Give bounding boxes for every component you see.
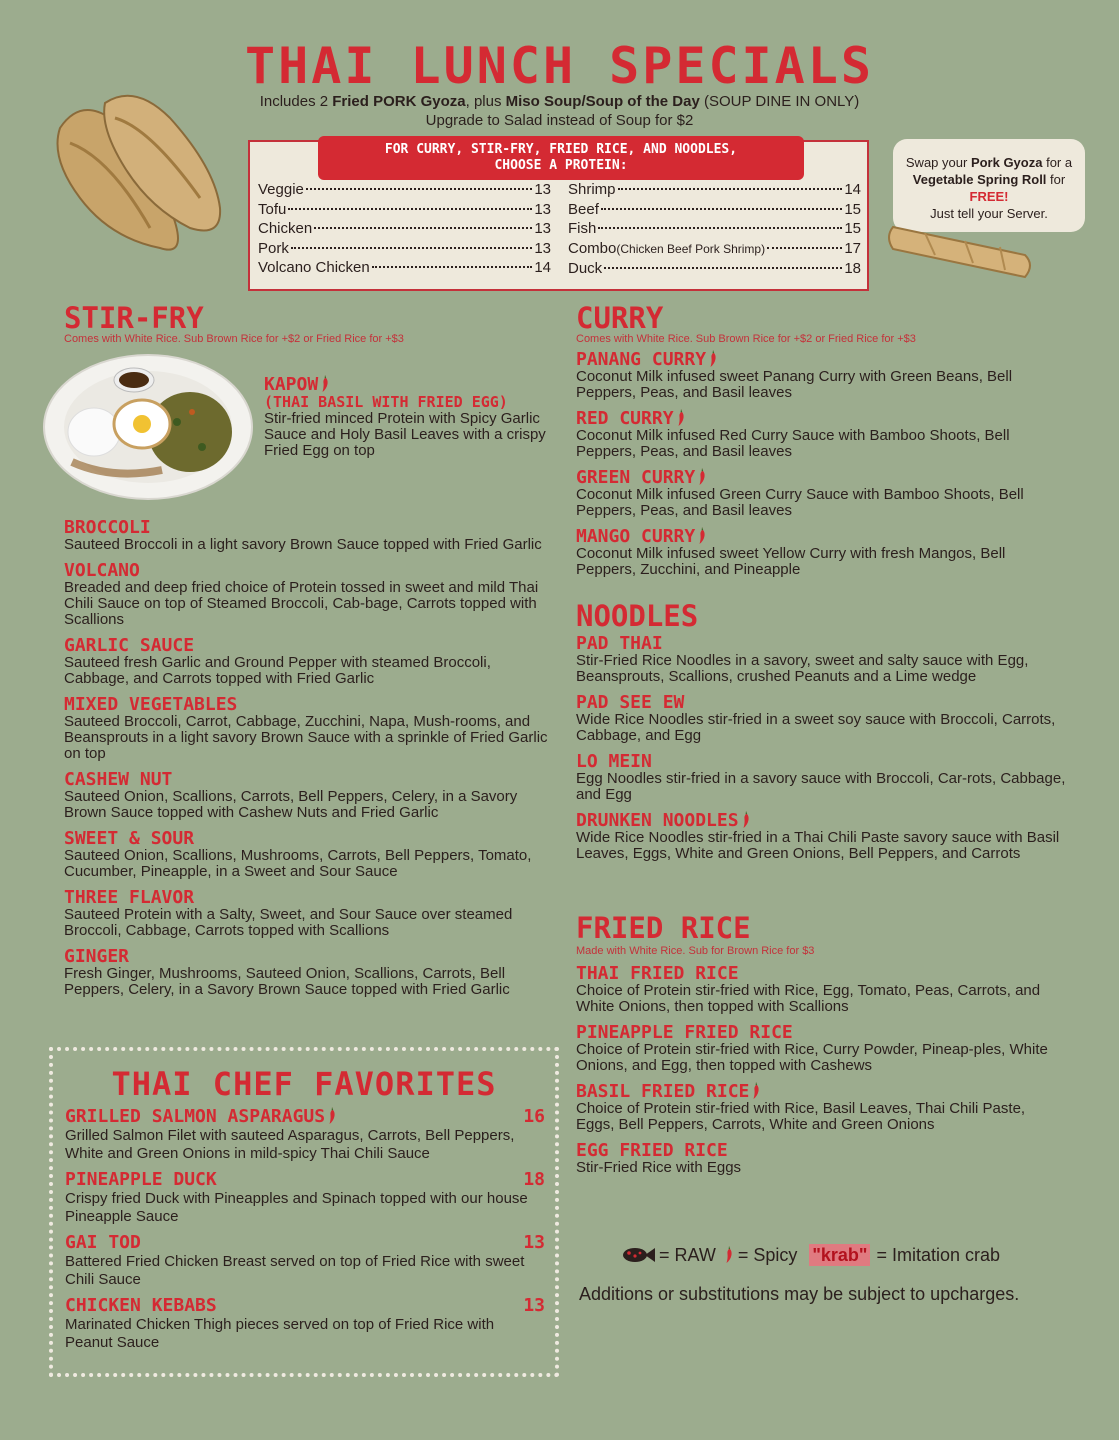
fish-icon (622, 1246, 656, 1264)
item-price: 13 (523, 1232, 545, 1253)
item-desc: Stir-Fried Rice with Eggs (576, 1159, 742, 1176)
item-desc: Choice of Protein stir-fried with Rice, Curry Powder, Pineap-ples, White Onions, and Egg, then topped with Cashews (576, 1041, 1048, 1074)
menu-item-garlic-sauce (64, 636, 549, 687)
item-name: CHICKEN KEBABS (65, 1295, 217, 1316)
protein-price: 13 (534, 220, 551, 237)
protein-name: Veggie (258, 181, 304, 198)
item-name: GRILLED SALMON ASPARAGUS (65, 1106, 326, 1127)
item-name: CASHEW NUT (64, 769, 173, 790)
leader-dots (288, 208, 532, 210)
leader-dots (618, 188, 843, 190)
item-price: 13 (523, 1295, 545, 1316)
menu-item-pineapple-fried-rice (576, 1023, 1066, 1074)
legend-imitation: = Imitation crab (876, 1245, 1001, 1265)
item-name: LO MEIN (576, 751, 652, 772)
friedrice-list (576, 964, 1066, 1184)
chili-icon (724, 1244, 734, 1266)
item-desc: Wide Rice Noodles stir-fried in a Thai Chili Paste savory sauce with Basil Leaves, Eggs, White and Green Onions, Bell Peppers, and Carrots (576, 829, 1060, 862)
item-name: GINGER (64, 946, 130, 967)
item-name: RED CURRY (576, 408, 674, 429)
protein-row-combo (568, 239, 861, 260)
stirfry-note: Comes with White Rice. Sub Brown Rice for +$2 or Fried Rice for +$3 (64, 333, 404, 345)
protein-sub: (Chicken Beef Pork Shrimp) (616, 241, 766, 256)
swap-note: Swap your Pork Gyoza for a Vegetable Spring Roll for FREE! Just tell your Server. (893, 139, 1085, 232)
leader-dots (598, 227, 842, 229)
item-desc: Sauteed Onion, Scallions, Mushrooms, Carrots, Bell Peppers, Tomato, Cucumber, Pineapple, in a Sweet and Sour Sauce (64, 847, 532, 880)
item-desc: Battered Fried Chicken Breast served on top of Fried Rice with sweet Chili Sauce (65, 1253, 525, 1288)
menu-item-mango-curry (576, 527, 1066, 578)
item-desc: Choice of Protein stir-fried with Rice, Basil Leaves, Thai Chili Paste, Eggs, Bell Peppers, Carrots, White and Green Onions (576, 1100, 1026, 1133)
favorites-title: THAI CHEF FAVORITES (111, 1065, 497, 1103)
protein-banner (318, 136, 804, 180)
banner-line: CHOOSE A PROTEIN: (494, 158, 628, 173)
menu-item-sweet-sour (64, 829, 549, 880)
legend (622, 1244, 1000, 1266)
favorite-item-chicken-kebabs (65, 1295, 545, 1352)
menu-item-ginger (64, 947, 549, 998)
item-desc: Coconut Milk infused sweet Panang Curry with Green Beans, Bell Peppers, Peas, and Basil leaves (576, 368, 1013, 401)
menu-item-pad-see-ew (576, 693, 1066, 744)
protein-price: 13 (534, 239, 551, 257)
item-desc: Sauteed Onion, Scallions, Carrots, Bell Peppers, Celery, in a Savory Brown Sauce topped with Cashew Nuts and Fried Garlic (64, 788, 518, 821)
menu-item-cashew-nut (64, 770, 549, 821)
item-name: BROCCOLI (64, 517, 151, 538)
item-name: PAD SEE EW (576, 692, 685, 713)
menu-item-drunken-noodles (576, 811, 1066, 862)
item-desc: Fresh Ginger, Mushrooms, Sauteed Onion, Scallions, Carrots, Bell Peppers, Celery, in a Savory Brown Sauce topped with Fried Garlic (64, 965, 510, 998)
protein-price: 14 (534, 259, 551, 276)
menu-item-volcano (64, 561, 549, 628)
protein-price: 14 (844, 181, 861, 198)
menu-item-red-curry (576, 409, 1066, 460)
chili-icon (698, 468, 706, 485)
item-name: PINEAPPLE DUCK (65, 1169, 217, 1190)
banner-line: FOR CURRY, STIR-FRY, FRIED RICE, AND NOODLES, (384, 142, 738, 157)
item-name: VOLCANO (64, 560, 140, 581)
item-name: PAD THAI (576, 633, 663, 654)
item-desc: Choice of Protein stir-fried with Rice, Egg, Tomato, Peas, Carrots, and White Onions, then topped with Scallions (576, 982, 1041, 1015)
friedrice-note: Made with White Rice. Sub for Brown Rice for $3 (576, 945, 815, 957)
spring-roll-image (885, 215, 1037, 285)
item-desc: Sauteed fresh Garlic and Ground Pepper with steamed Broccoli, Cabbage, and Carrots topped with Fried Garlic (64, 654, 491, 687)
item-name: GAI TOD (65, 1232, 141, 1253)
item-desc: Coconut Milk infused Red Curry Sauce with Bamboo Shoots, Bell Peppers, Peas, and Basil leaves (576, 427, 1010, 460)
leader-dots (314, 227, 532, 229)
curry-list (576, 350, 1066, 586)
menu-item-kapow: KAPOW (THAI BASIL WITH FRIED EGG) Stir-fried minced Protein with Spicy Garlic Sauce and Holy Basil Leaves with a crispy Fried Egg on top (264, 374, 546, 459)
protein-name: Tofu (258, 200, 287, 218)
item-desc: Coconut Milk infused sweet Yellow Curry with fresh Mangos, Bell Peppers, Zucchini, and Pineapple (576, 545, 1006, 578)
protein-price: 17 (844, 239, 861, 257)
chili-icon (328, 1107, 336, 1124)
item-desc: Stir-Fried Rice Noodles in a savory, sweet and salty sauce with Egg, Beansprouts, Scallions, crushed Peanuts and a Lime wedge (576, 652, 1029, 685)
legend-krab: "krab" (809, 1244, 870, 1266)
item-desc: Egg Noodles stir-fried in a savory sauce with Broccoli, Car-rots, Cabbage, and Egg (576, 770, 1066, 803)
gyoza-image (40, 88, 230, 260)
leader-dots (767, 247, 842, 249)
item-name: GREEN CURRY (576, 467, 696, 488)
protein-row-fish (568, 219, 861, 239)
item-price: 16 (523, 1106, 545, 1127)
friedrice-title: FRIED RICE (576, 911, 751, 945)
menu-item-pad-thai (576, 634, 1066, 685)
item-name: DRUNKEN NOODLES (576, 810, 739, 831)
protein-row-shrimp (568, 180, 861, 200)
protein-list-left (258, 180, 551, 278)
chili-icon (742, 811, 750, 828)
item-desc: Sauteed Broccoli in a light savory Brown Sauce topped with Fried Garlic (64, 536, 542, 553)
item-name: GARLIC SAUCE (64, 635, 195, 656)
protein-name: Duck (568, 260, 603, 277)
protein-price: 13 (534, 200, 551, 218)
protein-price: 15 (844, 200, 861, 218)
item-name: MIXED VEGETABLES (64, 694, 238, 715)
item-price: 18 (523, 1169, 545, 1190)
curry-title: CURRY (576, 301, 664, 335)
protein-row-volcano-chicken (258, 258, 551, 278)
protein-name: Chicken (258, 220, 313, 237)
protein-name: Combo (568, 239, 617, 257)
item-name: PINEAPPLE FRIED RICE (576, 1022, 793, 1043)
item-desc: Sauteed Protein with a Salty, Sweet, and Sour Sauce over steamed Broccoli, Cabbage, Carrots topped with Scallions (64, 906, 513, 939)
item-name: BASIL FRIED RICE (576, 1081, 750, 1102)
favorite-item-pineapple-duck (65, 1169, 545, 1226)
chili-icon (698, 527, 706, 544)
item-desc: Sauteed Broccoli, Carrot, Cabbage, Zucchini, Napa, Mush-rooms, and Beansprouts in a light savory Brown Sauce with a sprinkle of Fried Garlic on top (64, 713, 548, 762)
protein-price: 18 (844, 260, 861, 277)
protein-row-duck (568, 259, 861, 279)
legend-spicy: = Spicy (737, 1245, 798, 1265)
curry-note: Comes with White Rice. Sub Brown Rice for +$2 or Fried Rice for +$3 (576, 333, 916, 345)
additions-note: Additions or substitutions may be subject to upcharges. (579, 1284, 1020, 1304)
protein-row-veggie (258, 180, 551, 200)
menu-item-green-curry (576, 468, 1066, 519)
protein-name: Shrimp (568, 181, 616, 198)
item-desc: Crispy fried Duck with Pineapples and Spinach topped with our house Pineapple Sauce (65, 1190, 528, 1225)
subtitle: Includes 2 Fried PORK Gyoza, plus Miso Soup/Soup of the Day (SOUP DINE IN ONLY) (259, 93, 860, 110)
kapow-plate-image (42, 352, 258, 502)
favorite-item-gai-tod (65, 1232, 545, 1289)
menu-item-three-flavor (64, 888, 549, 939)
item-desc: Breaded and deep fried choice of Protein tossed in sweet and mild Thai Chili Sauce on top of Steamed Broccoli, Cab-bage, Carrots topped with Scallions (64, 579, 539, 628)
chili-icon (321, 375, 329, 392)
protein-price: 13 (534, 181, 551, 198)
protein-price: 15 (844, 220, 861, 237)
protein-row-chicken (258, 219, 551, 239)
item-name: PANANG CURRY (576, 349, 707, 370)
protein-name: Pork (258, 239, 289, 257)
item-desc: Marinated Chicken Thigh pieces served on top of Fried Rice with Peanut Sauce (65, 1316, 495, 1351)
leader-dots (601, 208, 842, 210)
favorite-item-grilled-salmon-asparagus (65, 1106, 545, 1163)
item-name: THAI FRIED RICE (576, 963, 739, 984)
menu-item-egg-fried-rice (576, 1141, 1066, 1176)
legend-raw: = RAW (659, 1245, 716, 1265)
favorites-list (65, 1106, 545, 1358)
stirfry-title: STIR-FRY (64, 301, 204, 335)
menu-item-broccoli (64, 518, 549, 553)
protein-name: Volcano Chicken (258, 259, 370, 276)
stirfry-list (64, 518, 549, 1006)
menu-item-panang-curry (576, 350, 1066, 401)
leader-dots (604, 267, 842, 269)
upgrade-note: Upgrade to Salad instead of Soup for $2 (425, 112, 694, 129)
protein-row-pork (258, 239, 551, 259)
protein-row-beef (568, 200, 861, 220)
chili-icon (752, 1082, 760, 1099)
leader-dots (306, 188, 532, 190)
item-name: MANGO CURRY (576, 526, 696, 547)
menu-item-basil-fried-rice (576, 1082, 1066, 1133)
menu-item-mixed-vegetables (64, 695, 549, 762)
chili-icon (677, 409, 685, 426)
menu-item-thai-fried-rice (576, 964, 1066, 1015)
menu-item-lo-mein (576, 752, 1066, 803)
chili-icon (709, 350, 717, 367)
item-desc: Coconut Milk infused Green Curry Sauce with Bamboo Shoots, Bell Peppers, Peas, and Basil leaves (576, 486, 1024, 519)
protein-list-right (568, 180, 861, 279)
item-name: SWEET & SOUR (64, 828, 195, 849)
item-desc: Wide Rice Noodles stir-fried in a sweet soy sauce with Broccoli, Carrots, Cabbage, and Egg (576, 711, 1056, 744)
item-desc: Grilled Salmon Filet with sauteed Asparagus, Carrots, Bell Peppers, White and Green Onions in mild-spicy Thai Chili Sauce (65, 1127, 515, 1162)
protein-row-tofu (258, 200, 551, 220)
protein-name: Fish (568, 220, 597, 237)
item-name: EGG FRIED RICE (576, 1140, 728, 1161)
item-name: THREE FLAVOR (64, 887, 195, 908)
noodles-list (576, 634, 1066, 870)
leader-dots (372, 266, 533, 268)
protein-name: Beef (568, 200, 599, 218)
noodles-title: NOODLES (576, 599, 699, 633)
leader-dots (291, 247, 532, 249)
page-title: THAI LUNCH SPECIALS (245, 37, 874, 95)
